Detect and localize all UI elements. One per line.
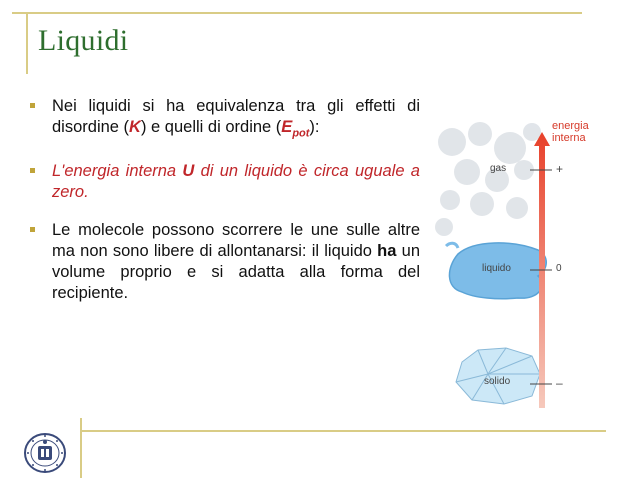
tick-zero-label: 0: [556, 263, 562, 274]
title-divider-left: [26, 12, 28, 74]
diagram-graphic: [432, 112, 632, 412]
university-seal-icon: [20, 432, 70, 474]
gas-cloud: [435, 122, 541, 236]
solid-label: solido: [484, 376, 511, 387]
bullet-list: [30, 96, 420, 304]
internal-energy-diagram: [432, 112, 632, 412]
bullet-marker: [30, 227, 35, 232]
top-border-line: [12, 12, 582, 14]
bullet-item-3: Le molecole possono scorrere le une sulle altre ma non sono libere di allontanarsi: il liquido ha un volume proprio e si adatta alla forma del recipiente.: [30, 220, 420, 304]
axis-label: energia interna: [552, 120, 589, 144]
tick-plus-label: +: [556, 162, 564, 176]
liquid-label: liquido: [482, 263, 511, 274]
bullet-marker: [30, 103, 35, 108]
bottom-border-line: [80, 430, 606, 432]
bullet-item-2: L'energia interna U di un liquido è circa uguale a zero.: [30, 161, 420, 203]
bullet-marker: [30, 168, 35, 173]
bullet-item-1: Nei liquidi si ha equivalenza tra gli effetti di disordine (K) e quelli di ordine $(E_{pot})$:: [30, 96, 420, 144]
tick-minus-label: –: [556, 376, 563, 390]
slide-title: Liquidi: [38, 24, 129, 57]
gas-label: gas: [490, 163, 507, 174]
footer-divider-left: [80, 418, 82, 478]
